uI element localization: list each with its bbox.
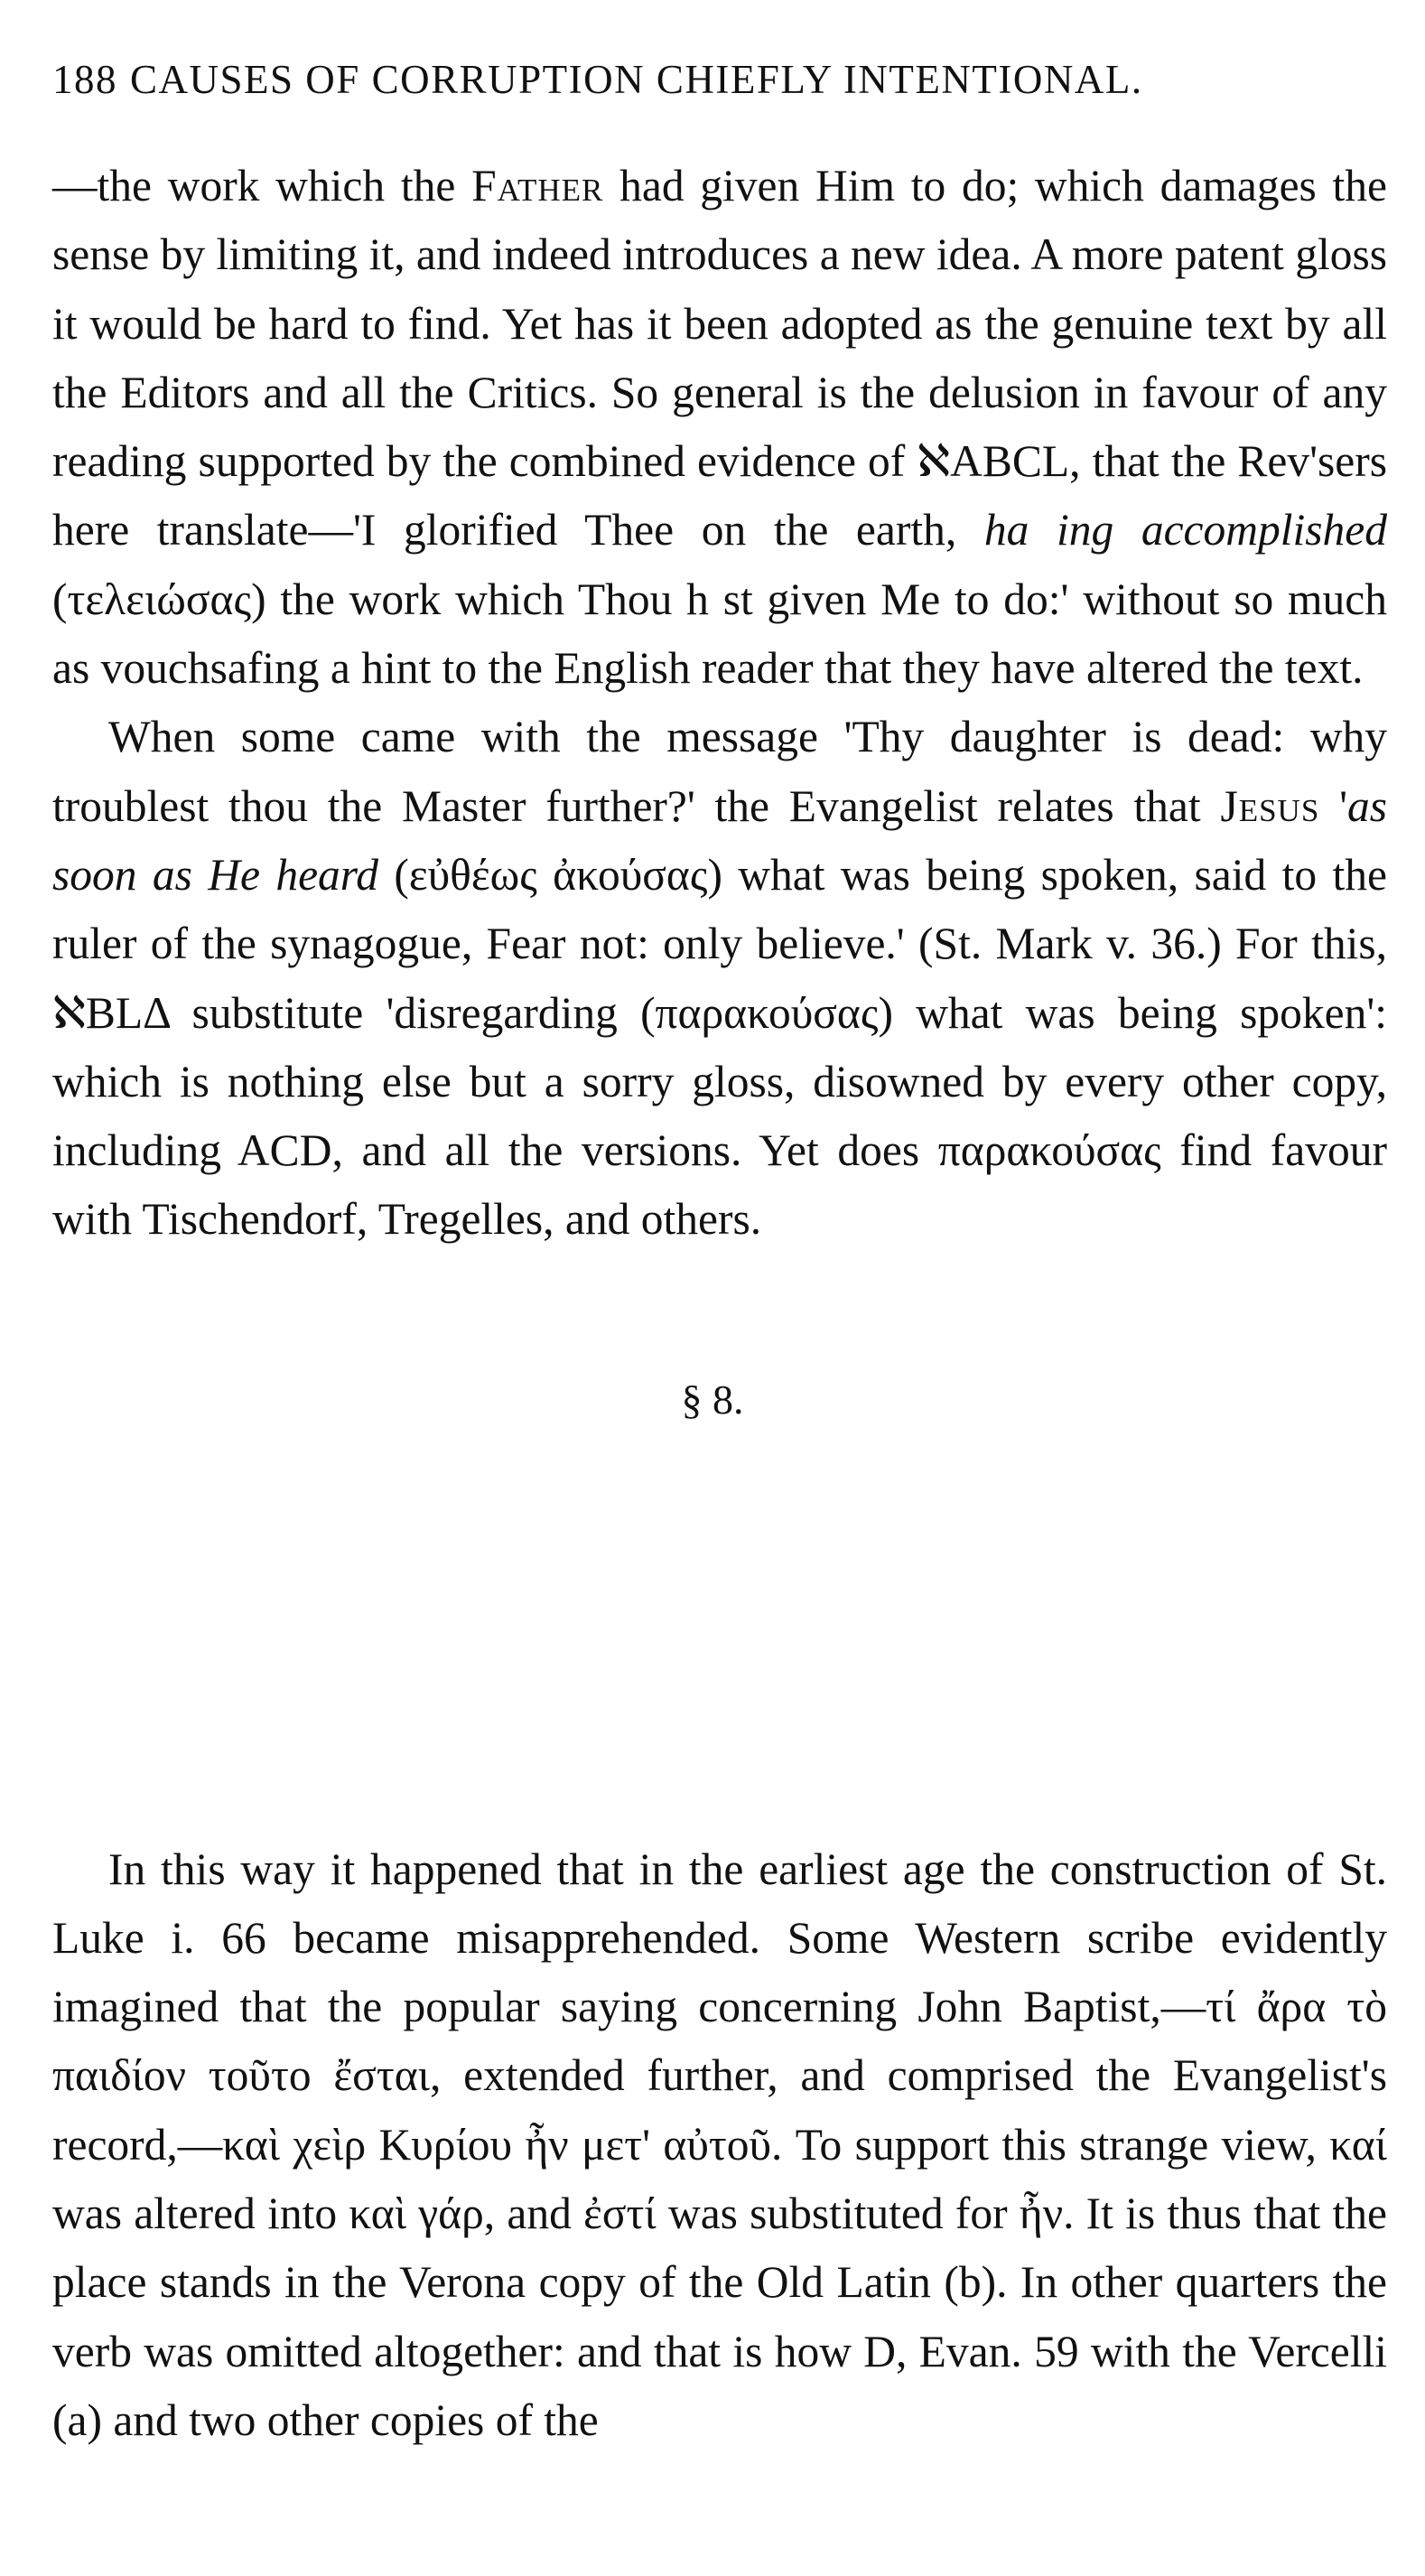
text-run: (τελειώσας) the work which Thou h st given Me to do:' without so much as vouchsafing a hint to the English reader that they have altered the text. bbox=[52, 574, 1387, 694]
small-caps-text: Jesus bbox=[1220, 780, 1320, 831]
text-run: —the work which the bbox=[52, 161, 472, 210]
text-run: When some came with the message 'Thy daughter is dead: why troublest thou the Master further?' the Evangelist relates that bbox=[52, 712, 1387, 831]
page-number: 188 bbox=[52, 57, 117, 102]
running-title: CAUSES OF CORRUPTION CHIEFLY INTENTIONAL. bbox=[130, 57, 1143, 102]
text-run: (εὐθέως ἀκούσας) what was being spoken, said to the ruler of the synagogue, Fear not: only believe.' (St. Mark v. 36.) For this, ℵBLΔ substitute 'disregarding (παρακούσας) what was being spoken': which is nothing else but a sorry gloss, disowned by every other copy, including ACD, and all the versions. Yet does παρακούσας find favour with Tischendorf, Tregelles, and others. bbox=[52, 849, 1387, 1245]
italic-text: ha ing accomplished bbox=[983, 505, 1387, 555]
paragraph bbox=[52, 703, 1387, 1254]
running-header bbox=[52, 52, 1389, 107]
small-caps-text: Father bbox=[471, 161, 604, 210]
text-run: had given Him to do; which damages the sense by limiting it, and indeed introduces a new idea. A more patent gloss it would be hard to find. Yet has it been adopted as the genuine text by all the Editors and all the Critics. So general is the delusion in favour of any reading supported by the combined evidence of ℵABCL, that the Rev'sers here translate—'I glorified Thee on the earth, bbox=[52, 161, 1387, 555]
body-text-bottom bbox=[52, 1790, 1387, 2500]
paragraph bbox=[52, 152, 1387, 703]
italic-text: as soon as He heard bbox=[52, 780, 1387, 900]
paragraph bbox=[52, 1835, 1387, 2456]
text-run: ' bbox=[1319, 780, 1347, 831]
text-run: In this way it happened that in the earliest age the construction of St. Luke i. 66 became misapprehended. Some Western scribe evidently imagined that the popular saying concerning John Baptist,—τί ἄρα τὸ παιδίον τοῦτο ἔσται, extended further, and comprised the Evangelist's record,—καὶ χεὶρ Κυρίου ἦν μετ' αὐτοῦ. To support this strange view, καί was altered into καὶ γάρ, and ἐστί was substituted for ἦν. It is thus that the place stands in the Verona copy of the Old Latin (b). In other quarters the verb was omitted altogether: and that is how D, Evan. 59 with the Vercelli (a) and two other copies of the bbox=[52, 1843, 1387, 2445]
section-heading: § 8. bbox=[681, 1377, 744, 1423]
body-text-top bbox=[52, 152, 1387, 1255]
